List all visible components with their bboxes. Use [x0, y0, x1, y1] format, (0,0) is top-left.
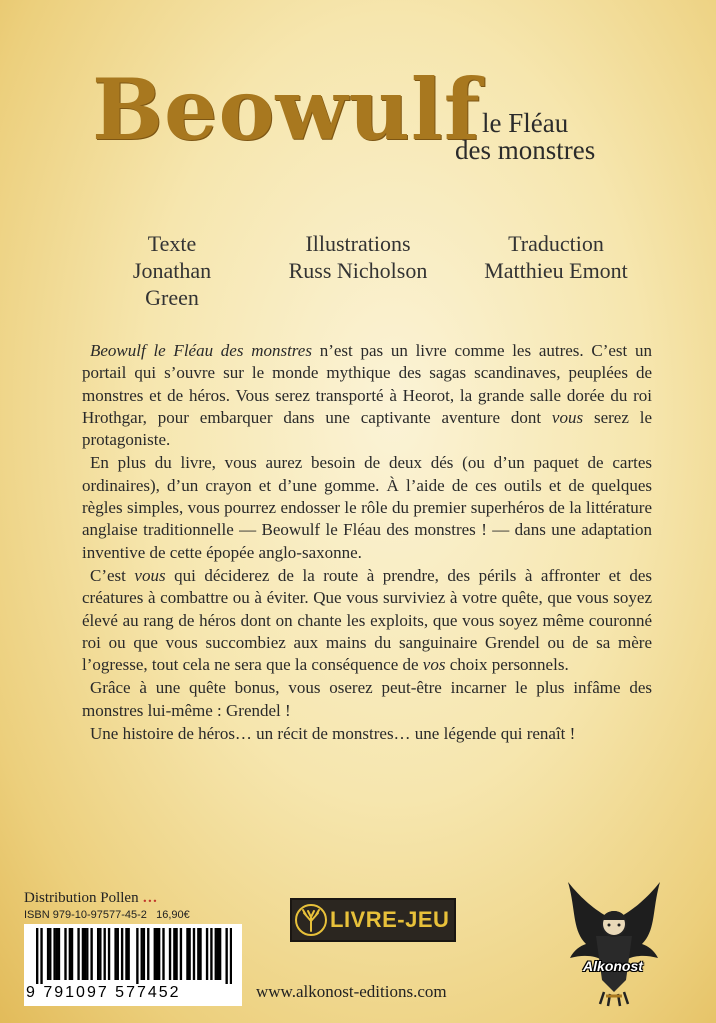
blurb-paragraph — [82, 340, 652, 451]
barcode-bar — [127, 928, 129, 980]
barcode-bar — [206, 928, 208, 980]
barcode-bar — [99, 928, 101, 980]
blurb-paragraph — [82, 565, 652, 676]
barcode-bar — [86, 928, 88, 980]
credit-author — [112, 230, 232, 311]
barcode-bar — [169, 928, 171, 980]
barcode-bar — [64, 928, 66, 980]
barcode-bar — [154, 928, 156, 980]
isbn-number: ISBN 979-10-97577-45-2 — [24, 909, 147, 921]
barcode-bar — [156, 928, 158, 980]
barcode-bar — [108, 928, 110, 980]
credit-role: Illustrations — [305, 231, 411, 256]
blurb-paragraph: Une histoire de héros… un récit de monstres… une légende qui renaît ! — [90, 724, 576, 744]
barcode-bar — [225, 928, 227, 984]
barcode-bar — [56, 928, 58, 980]
barcode-bar — [210, 928, 212, 980]
barcode-bar — [186, 928, 188, 980]
barcode-bar — [162, 928, 164, 980]
credit-role: Traduction — [508, 231, 604, 256]
blurb-text: n’est pas un livre comme les autres. C’est un portail qui s’ouvre sur le monde mythique des sagas scandinaves, peuplées de monstres et de héros. Vous serez transporté à Heorot, la grande salle dorée du roi Hrothgar, pour embarquer dans une captivante aventure dont — [82, 341, 652, 427]
blurb-text: C’est — [90, 565, 135, 585]
barcode-bar — [217, 928, 219, 980]
livre-jeu-badge — [290, 898, 456, 942]
barcode-bar — [197, 928, 199, 980]
credit-name: Matthieu Emont — [484, 258, 628, 283]
publisher-name: Alkonost — [583, 958, 643, 974]
distribution-text: Distribution Pollen — [24, 890, 139, 906]
barcode-bar — [97, 928, 99, 980]
barcode-bar — [69, 928, 71, 980]
barcode-bar — [104, 928, 106, 980]
barcode-bar — [230, 928, 232, 984]
blurb-book-title: Beowulf le Fléau des monstres — [90, 341, 312, 360]
blurb-text: qui déciderez de la route à prendre, des périls à affronter et des créatures à combattre ou à éviter. Que vous surviviez à votre quête, que vous soyez élevé au rang de héros dont on chante les exploits, que vous soyez même couronné roi ou que vous succombiez aux mains du sanguinaire Grendel ou de sa mère l’ogresse, tout cela ne sera que la conséquence de — [82, 565, 653, 675]
barcode-bar — [84, 928, 86, 980]
credit-name: Jonathan Green — [132, 258, 212, 310]
alkonost-bird-logo-icon — [562, 880, 666, 1015]
barcode-bar — [143, 928, 145, 980]
credit-translator — [458, 230, 654, 284]
credit-name: Russ Nicholson — [288, 258, 428, 283]
barcode-bar — [136, 928, 138, 984]
antler-emblem-icon — [292, 900, 330, 940]
publisher-website: www.alkonost-editions.com — [256, 982, 447, 1001]
barcode-bar — [47, 928, 49, 980]
barcode-bar — [77, 928, 79, 980]
barcode-bar — [141, 928, 143, 980]
badge-label: LIVRE-JEU — [330, 907, 450, 932]
barcode-bar — [121, 928, 123, 980]
barcode-bar — [82, 928, 84, 980]
barcode-bar — [114, 928, 116, 980]
barcode-bar — [188, 928, 190, 980]
barcode-bar — [173, 928, 175, 980]
blurb-paragraph: En plus du livre, vous aurez besoin de deux dés (ou d’un paquet de cartes ordinaires), d’un crayon et d’une gomme. À l’aide de ces outils et de quelques règles simples, vous pourrez endosser le rôle du premier superhéros de la littérature anglaise traditionnelle — Beowulf le Fléau des monstres ! — dans une adaptation inventive de cette épopée anglo-saxonne. — [82, 453, 652, 562]
credit-role: Texte — [147, 231, 197, 256]
barcode-bar — [49, 928, 51, 980]
blurb-text: choix personnels. — [445, 655, 569, 675]
blurb-emphasis: vous — [551, 407, 584, 427]
isbn-line — [24, 909, 190, 921]
book-subtitle: le Fléau des monstres — [455, 108, 596, 165]
barcode-bar — [215, 928, 217, 980]
barcode-bar — [90, 928, 92, 980]
barcode-bar — [117, 928, 119, 980]
barcode-bars — [36, 928, 232, 984]
distribution-dots: … — [142, 890, 158, 906]
book-title: Beowulf — [92, 60, 481, 159]
distribution-label — [24, 890, 157, 907]
barcode-bar — [71, 928, 73, 980]
barcode-bar — [53, 928, 55, 980]
barcode-bar — [193, 928, 195, 980]
barcode-bar — [40, 928, 42, 984]
barcode-bar — [36, 928, 38, 984]
barcode-bar — [147, 928, 149, 980]
blurb-text: serez le protagoniste. — [82, 407, 652, 450]
blurb-emphasis: vous — [134, 565, 166, 585]
barcode-bar — [125, 928, 127, 980]
barcode-number: 9 791097 577452 — [26, 984, 181, 1001]
blurb-emphasis: vos — [422, 655, 446, 675]
barcode-bar — [158, 928, 160, 980]
price: 16,90€ — [156, 909, 190, 921]
barcode-bar — [219, 928, 221, 980]
blurb-paragraph: Grâce à une quête bonus, vous oserez peut-être incarner le plus infâme des monstres lui-même : Grendel ! — [82, 678, 652, 720]
barcode-bar — [175, 928, 177, 980]
credit-illustrator — [268, 230, 448, 284]
barcode-bar — [180, 928, 182, 980]
barcode — [24, 924, 242, 1006]
barcode-bar — [199, 928, 201, 980]
back-cover-blurb — [82, 340, 652, 746]
barcode-bar — [58, 928, 60, 980]
